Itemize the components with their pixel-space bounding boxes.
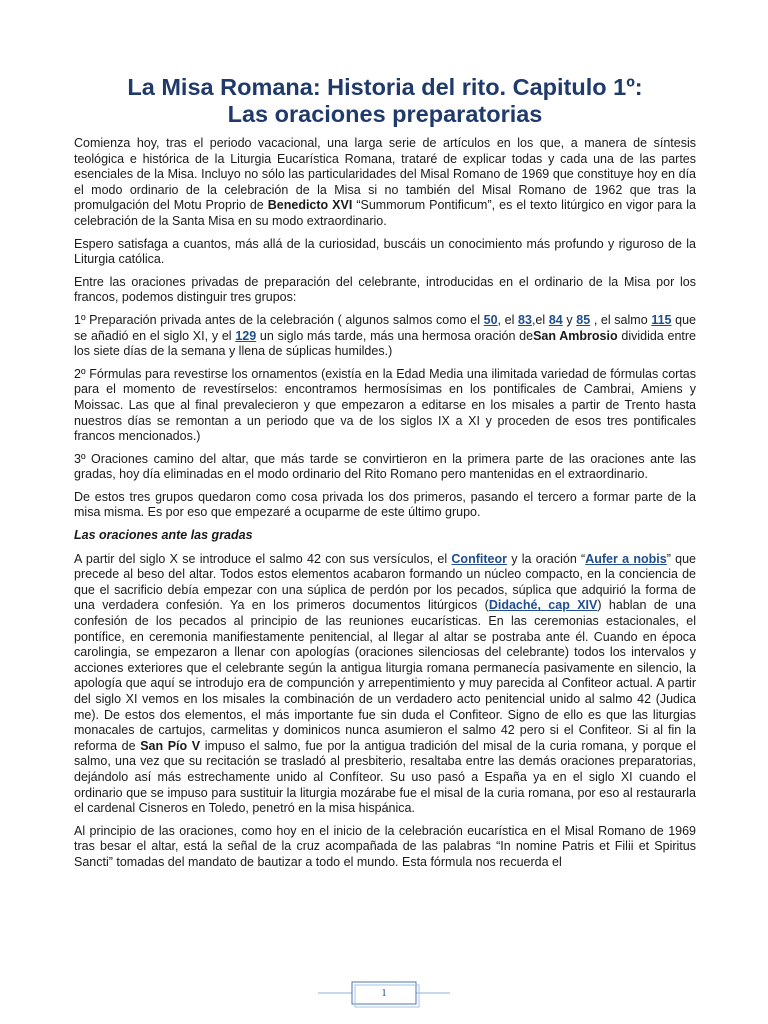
text-run: Comienza hoy, tras el periodo vacacional, una larga serie de artículos en los que, a manera de síntesis teológica e histórica de la Liturgia Eucarística Romana, trataré de explicar todas y cada una de las partes esenciales de la Misa. Incluyo no sólo las particularidades del Misal Romano de 1969 que constituye hoy en día el modo ordinario de la celebración de la Misa si no también del Misal Romano de 1962 que tras la promulgación del Motu Proprio de — [74, 136, 696, 213]
link-salmo-84[interactable]: 84 — [548, 312, 563, 327]
paragraph-group-2: 2º Fórmulas para revestirse los ornamentos (existía en la Edad Media una ilimitada variedad de fórmulas cortas para el momento de revestírselos: encontramos hermosísimas en los pontificales de Cambrai, Amiens y Moissac. Las que al final prevalecieron y que empezaron a editarse en los misales a partir de Trento hasta nuestros días se remontan a un periodo que va de los siglos IX a XI y proceden de esos tres pontificales francos mencionados.) — [74, 366, 696, 444]
text-run: y la oración “ — [506, 551, 586, 566]
text-run: ) hablan de una confesión de los pecados al principio de las reuniones eucarísticas. En las ceremonias estacionales, el pontífice, en ceremonia manifiestamente penitencial, al llegar al altar se postraba ante él. Cuando en época carolingia, se empezaron a llenar con apologías (oraciones silenciosas del celebrante) todos los intervalos y acciones exteriores que el celebrante según la antigua liturgia romana permanecía pasivamente en silencio, la apología que aquí se introdujo era de compunción y arrepentimiento y muy parecida al Confiteor actual. A partir del siglo XI vemos en los misales la combinación de un verdadero acto penitencial unido al salmo 42 (Judica me). De estos dos elementos, el más importante fue sin duda el Confiteor. Signo de ello es que las liturgias monacales de cartujos, carmelitas y dominicos nunca asumieron el salmo 42 pero si el Confiteor. Si al fin la reforma de — [74, 598, 696, 753]
link-confiteor[interactable]: Confiteor — [451, 551, 507, 566]
document-title — [74, 74, 696, 128]
paragraph-group-1 — [74, 313, 696, 360]
bold-name: San Ambrosio — [533, 328, 618, 343]
paragraph-groups-intro: Entre las oraciones privadas de preparación del celebrante, introducidas en el ordinario de la Misa por los francos, podemos distinguir tres grupos: — [74, 274, 696, 305]
document-page — [74, 74, 696, 878]
text-run: ” que precede al beso del altar. Todos estos elementos acabaron formando un núcleo compacto, en la conciencia de que el sacrificio debía empezar con una súplica de perdón por los pecados, súplica que adquirió la forma de una verdadera confesión. Ya en los primeros documentos litúrgicos ( — [74, 551, 696, 613]
paragraph-groups-summary: De estos tres grupos quedaron como cosa privada los dos primeros, pasando el tercero a formar parte de la misa misma. Es por eso que empezaré a ocuparme de este último grupo. — [74, 489, 696, 520]
text-run: que se añadió en el siglo XI, y el — [74, 312, 696, 343]
link-salmo-83[interactable]: 83 — [518, 312, 532, 327]
text-run: , el salmo — [590, 312, 652, 327]
link-salmo-85[interactable]: 85 — [576, 312, 591, 327]
link-salmo-129[interactable]: 129 — [235, 328, 257, 343]
paragraph-group-3: 3º Oraciones camino del altar, que más tarde se convirtieron en la primera parte de las oraciones ante las gradas, hoy día eliminadas en el modo ordinario del Rito Romano pero mantenidas en el extraordinario. — [74, 451, 696, 482]
section-subheading: Las oraciones ante las gradas — [74, 528, 253, 543]
paragraph-hope: Espero satisfaga a cuantos, más allá de la curiosidad, buscáis un conocimiento más profundo y riguroso de la Liturgia católica. — [74, 236, 696, 267]
paragraph-sign-of-cross: Al principio de las oraciones, como hoy en el inicio de la celebración eucarística en el Misal Romano de 1969 tras besar el altar, está la señal de la cruz acompañada de las palabras “In nomine Patris et Filii et Spiritus Sancti” tomadas del mandato de bautizar a todo el mundo. Esta fórmula nos recuerda el — [74, 823, 696, 869]
text-run: impuso el salmo, fue por la antigua tradición del misal de la curia romana, y porque el salmo, una vez que su recitación se trasladó al presbiterio, resaltaba entre las demás oraciones preparatorias, dejándolo así más estrechamente unido al Confíteor. Su uso pasó a España ya en el siglo XI cuando el ordinario que se impuso para sustituir la liturgia mozárabe fue el misal de la curia romana, por eso al restaurarla el cardenal Cisneros en Toledo, penetró en la misa hispánica. — [74, 738, 696, 816]
text-run: “Summorum Pontificum”, es el texto litúrgico en vigor para la celebración de la Santa Misa en su modo extraordinario. — [74, 198, 697, 228]
title-line-2: Las oraciones preparatorias — [227, 101, 543, 127]
text-run: y — [562, 312, 577, 327]
bold-name: Benedicto XVI — [267, 198, 353, 213]
link-didache[interactable]: Didaché, cap XIV — [488, 598, 598, 613]
title-line-1: La Misa Romana: Historia del rito. Capitulo 1º: — [127, 74, 643, 100]
paragraph-confiteor — [74, 552, 696, 817]
text-run: dividida entre los siete días de la semana y llena de súplicas humildes.) — [74, 328, 696, 359]
text-run: 1º Preparación privada antes de la celebración ( algunos salmos como el — [74, 312, 484, 327]
paragraph-intro — [74, 136, 696, 230]
link-salmo-50[interactable]: 50 — [483, 312, 498, 327]
text-run: un siglo más tarde, más una hermosa oración de — [256, 328, 534, 343]
link-salmo-115[interactable]: 115 — [651, 312, 672, 327]
text-run: , el — [497, 312, 519, 327]
bold-name: San Pío V — [140, 738, 201, 753]
link-aufer-a-nobis[interactable]: Aufer a nobis — [585, 551, 667, 566]
text-run: ,el — [531, 312, 549, 327]
page-footer — [0, 975, 768, 1015]
page-number: 1 — [381, 987, 387, 999]
text-run: A partir del siglo X se introduce el salmo 42 con sus versículos, el — [74, 551, 452, 566]
